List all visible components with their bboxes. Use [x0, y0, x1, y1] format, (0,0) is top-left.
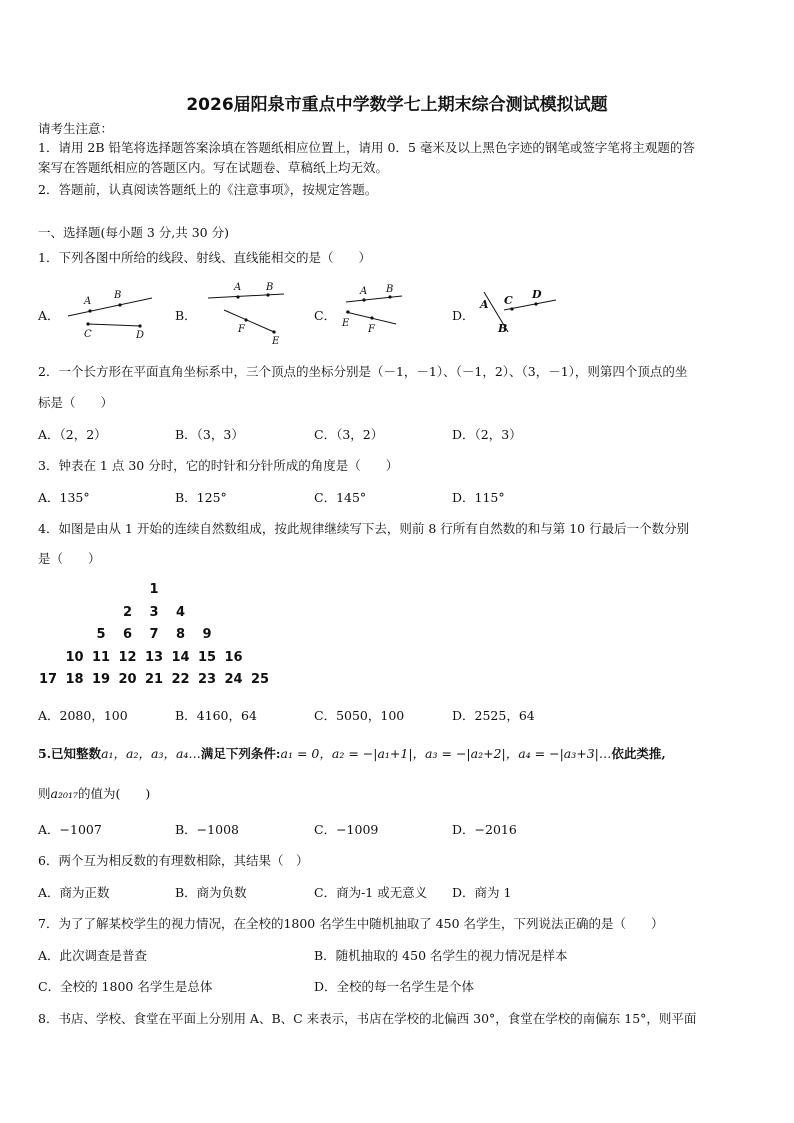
point-label: F: [238, 324, 245, 335]
option: A．135°: [38, 490, 90, 505]
notice-heading: 请考生注意：: [38, 121, 114, 136]
option: D．全校的每一名学生是个体: [314, 979, 475, 994]
point-label: F: [368, 324, 375, 335]
triangle-number: 17: [38, 672, 58, 687]
option: B．125°: [175, 490, 227, 505]
point-label: B: [266, 282, 274, 293]
figure-c: [338, 284, 408, 340]
triangle-number: 10: [65, 649, 84, 665]
option-label: D．: [452, 308, 475, 323]
question-stem: 1．下列各图中所给的线段、射线、直线能相交的是（ ）: [38, 250, 371, 265]
triangle-number: 5: [96, 627, 106, 642]
option: C．（3，2）: [314, 427, 384, 442]
triangle-number: 22: [171, 672, 190, 687]
triangle-number: 12: [118, 649, 137, 665]
point-label: A: [84, 296, 92, 307]
section-heading: 一、选择题(每小题 3 分,共 30 分): [38, 225, 229, 240]
page-title: 2026届阳泉市重点中学数学七上期末综合测试模拟试题: [186, 95, 608, 115]
triangle-number: 8: [175, 627, 186, 642]
triangle-number: 25: [250, 672, 270, 687]
triangle-number: 20: [118, 672, 137, 687]
question-stem: 6．两个互为相反数的有理数相除，其结果（ ）: [38, 853, 309, 868]
option: A．此次调查是普查: [38, 948, 148, 963]
option: B．4160，64: [175, 708, 257, 723]
notice-line: 2．答题前，认真阅读答题纸上的《注意事项》，按规定答题。: [38, 182, 378, 197]
option: B．（3，3）: [175, 427, 244, 442]
question-stem: 8．书店、学校、食堂在平面上分别用 A、B、C 来表示，书店在学校的北偏西 30°，食堂在学校的南偏东 15°，则平面: [38, 1011, 697, 1026]
option: C．商为-1 或无意义: [314, 885, 428, 900]
option: D．2525，64: [452, 708, 535, 723]
point-label: A: [360, 286, 368, 297]
option: A．商为正数: [38, 885, 110, 900]
point-label: A: [234, 282, 242, 293]
option-label: A．: [38, 308, 60, 323]
triangle-number: 7: [149, 627, 159, 642]
question-stem: 2．一个长方形在平面直角坐标系中，三个顶点的坐标分别是（－1，－1）、（－1，2）、（3，－1），则第四个顶点的坐: [38, 364, 688, 379]
point-label: C: [504, 294, 513, 307]
option: A．2080，100: [38, 708, 128, 723]
option: D．（2，3）: [452, 427, 522, 442]
option: C．−1009: [314, 822, 379, 837]
option: B．随机抽取的 450 名学生的视力情况是样本: [314, 948, 568, 963]
notice-line: 案写在答题纸相应的答题区内。写在试题卷、草稿纸上均无效。: [38, 160, 389, 175]
option: D．商为 1: [452, 885, 512, 900]
point-label: C: [84, 329, 92, 340]
question-stem: 是（ ）: [38, 551, 101, 566]
option: C．5050，100: [314, 708, 405, 723]
triangle-number: 1: [149, 582, 159, 597]
option: B．商为负数: [175, 885, 247, 900]
option: C．全校的 1800 名学生是总体: [38, 979, 213, 994]
question-stem: 5.已知整数a₁，a₂，a₃，a₄…满足下列条件:a₁ = 0，a₂ = −|a₁+1|，a₃ = −|a₂+2|，a₄ = −|a₃+3|…依此类推,: [38, 746, 666, 761]
triangle-number: 14: [171, 649, 190, 665]
point-label: B: [114, 290, 122, 301]
triangle-number: 21: [144, 672, 164, 687]
figure-a: [60, 286, 160, 342]
triangle-number: 13: [144, 649, 164, 665]
option: D．−2016: [452, 822, 517, 837]
question-stem: 标是（ ）: [38, 395, 114, 410]
point-label: E: [272, 336, 280, 346]
option: B．−1008: [175, 822, 239, 837]
question-stem: 7．为了了解某校学生的视力情况，在全校的1800 名学生中随机抽取了 450 名学生，下列说法正确的是（ ）: [38, 916, 664, 931]
figure-b: [200, 280, 290, 346]
triangle-number: 23: [197, 672, 217, 687]
option: C．145°: [314, 490, 367, 505]
question-stem: 3．钟表在 1 点 30 分时，它的时针和分针所成的角度是（ ）: [38, 458, 399, 473]
triangle-number: 15: [197, 649, 217, 665]
point-label: E: [342, 318, 350, 329]
triangle-number: 9: [202, 627, 212, 642]
triangle-number: 19: [91, 672, 111, 687]
triangle-number: 6: [122, 627, 133, 642]
triangle-number: 2: [122, 604, 133, 620]
number-triangle: [36, 582, 276, 692]
option: A．（2，2）: [38, 427, 107, 442]
point-label: B: [498, 322, 508, 335]
point-label: A: [480, 298, 489, 311]
point-label: D: [532, 288, 542, 301]
point-label: D: [136, 330, 145, 341]
question-stem: 4．如图是由从 1 开始的连续自然数组成，按此规律继续写下去，则前 8 行所有自然数的和与第 10 行最后一个数分别: [38, 521, 690, 536]
option-label: B．: [175, 308, 197, 323]
figure-d: [474, 284, 564, 340]
notice-line: 1．请用 2B 铅笔将选择题答案涂填在答题纸相应位置上，请用 0．5 毫米及以上黑色字迹的钢笔或签字笔将主观题的答: [38, 140, 695, 155]
option: D．115°: [452, 490, 505, 505]
question-stem: 则a₂₀₁₇的值为( ): [38, 786, 151, 801]
triangle-number: 3: [149, 604, 159, 620]
triangle-number: 24: [224, 672, 243, 687]
point-label: B: [386, 284, 394, 295]
triangle-number: 16: [224, 649, 243, 665]
triangle-number: 4: [175, 604, 186, 620]
triangle-number: 18: [65, 672, 84, 687]
triangle-number: 11: [91, 649, 111, 665]
option-label: C．: [314, 308, 337, 323]
option: A．−1007: [38, 822, 102, 837]
